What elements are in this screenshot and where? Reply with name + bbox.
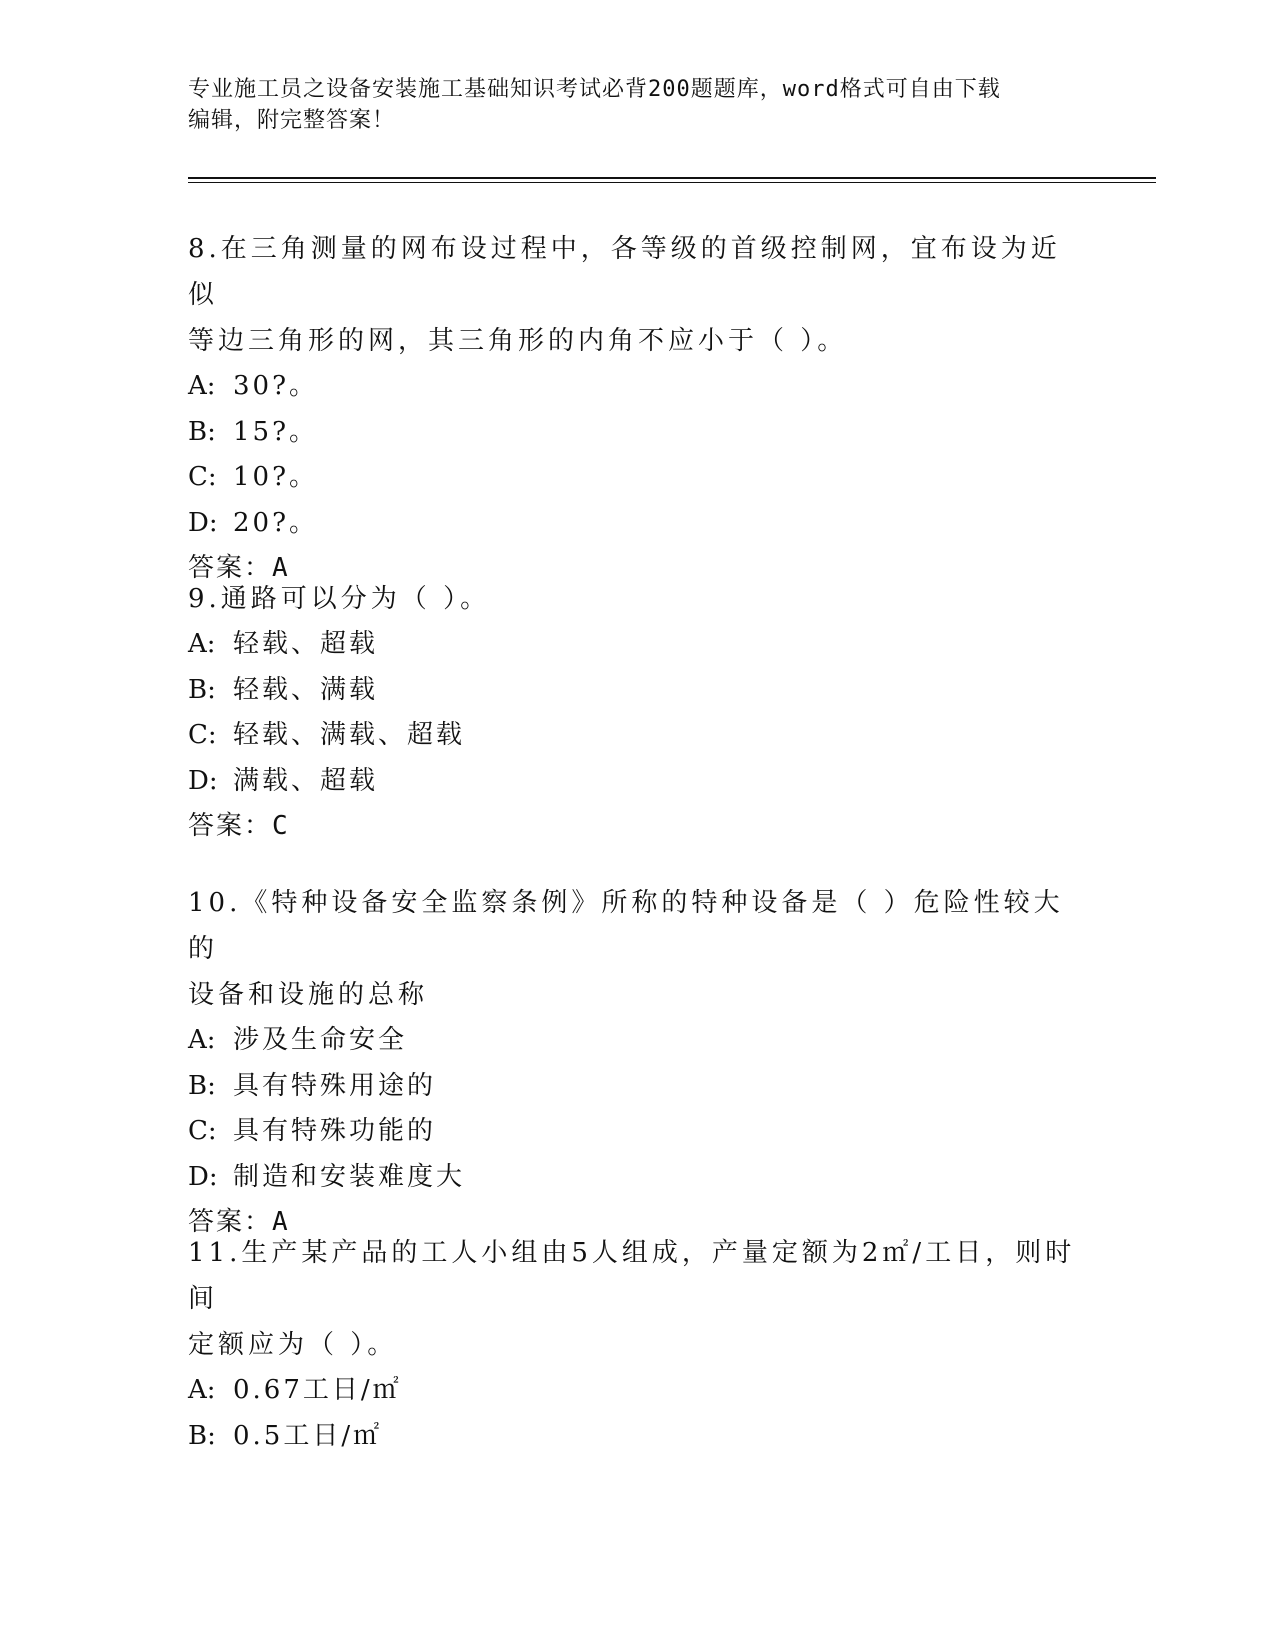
option-text: 轻载、满载 (233, 674, 379, 705)
option-a (188, 1018, 1088, 1064)
option-b (188, 410, 1088, 456)
option-letter: C: (188, 1116, 217, 1146)
document-header (188, 74, 1088, 136)
option-d (188, 759, 1088, 805)
answer-label: 答案： (188, 1207, 273, 1237)
option-a (188, 622, 1088, 668)
option-c (188, 713, 1088, 759)
option-text: 0.67工日/㎡ (233, 1375, 402, 1405)
option-letter: D: (188, 765, 218, 796)
option-letter: D: (188, 1161, 218, 1192)
option-text: 15?。 (233, 416, 319, 447)
option-text: 0.5工日/㎡ (233, 1420, 383, 1451)
option-b (188, 668, 1088, 714)
option-text: 轻载、超载 (233, 629, 379, 659)
option-letter: D: (188, 507, 218, 538)
option-letter: B: (188, 1070, 216, 1101)
question-stem-line: 10.《特种设备安全监察条例》所称的特种设备是（ ）危险性较大的 (188, 888, 1064, 964)
option-text: 30?。 (233, 371, 319, 401)
option-b (188, 1064, 1088, 1110)
question-stem-line: 设备和设施的总称 (188, 980, 429, 1010)
answer-value: C (272, 811, 288, 841)
option-text: 制造和安装难度大 (233, 1161, 466, 1192)
option-text: 10?。 (233, 462, 319, 492)
option-letter: A: (188, 1375, 216, 1405)
option-d (188, 501, 1088, 547)
option-text: 涉及生命安全 (233, 1025, 408, 1055)
option-letter: C: (188, 720, 217, 750)
option-letter: B: (188, 674, 216, 705)
question-stem-line: 9.通路可以分为（ ）。 (188, 584, 491, 614)
header-divider-thin (188, 182, 1156, 183)
option-letter: A: (188, 1025, 216, 1055)
answer-label: 答案： (188, 553, 273, 583)
option-a (188, 364, 1088, 410)
option-a (188, 1368, 1088, 1414)
option-c (188, 1109, 1088, 1155)
option-letter: A: (188, 371, 216, 401)
header-divider-thick (188, 177, 1156, 179)
question-stem-line: 等边三角形的网，其三角形的内角不应小于（ ）。 (188, 326, 848, 356)
header-line-1: 专业施工员之设备安装施工基础知识考试必背200题题库，word格式可自由下载 (188, 77, 1001, 102)
answer-value: A (272, 1207, 288, 1237)
answer-line (188, 804, 1088, 850)
option-text: 具有特殊功能的 (233, 1116, 437, 1146)
option-letter: A: (188, 629, 216, 659)
option-letter: C: (188, 462, 217, 492)
option-text: 轻载、满载、超载 (233, 720, 466, 750)
option-d (188, 1155, 1088, 1201)
answer-label: 答案： (188, 811, 273, 841)
question-10 (188, 880, 1088, 1246)
option-text: 20?。 (233, 507, 319, 538)
option-text: 满载、超载 (233, 765, 379, 796)
question-stem-line: 11.生产某产品的工人小组由5人组成，产量定额为2㎡/工日，则时间 (188, 1238, 1076, 1314)
question-8 (188, 226, 1088, 592)
header-line-2: 编辑，附完整答案！ (188, 108, 396, 133)
answer-value: A (272, 553, 288, 583)
option-letter: B: (188, 1420, 216, 1451)
option-c (188, 455, 1088, 501)
question-11 (188, 1230, 1088, 1459)
option-b (188, 1414, 1088, 1460)
question-stem-line: 8.在三角测量的网布设过程中，各等级的首级控制网，宜布设为近似 (188, 234, 1061, 310)
option-text: 具有特殊用途的 (233, 1070, 437, 1101)
option-letter: B: (188, 416, 216, 447)
question-stem-line: 定额应为（ ）。 (188, 1330, 398, 1360)
question-9 (188, 576, 1088, 850)
